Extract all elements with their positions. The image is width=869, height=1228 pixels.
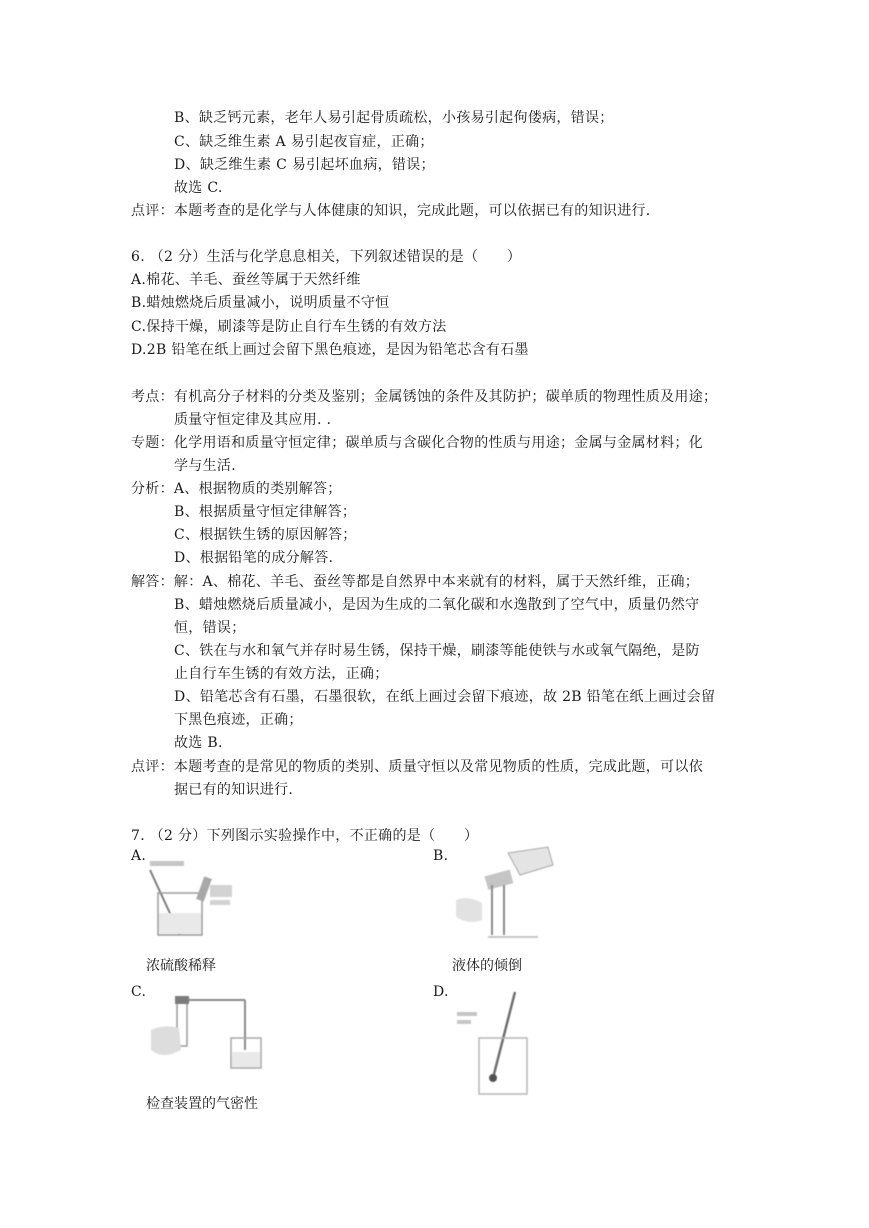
q6-fenxi-line4: D、根据铅笔的成分解答. [174, 550, 334, 566]
q6-stem: 6. （2 分）生活与化学息息相关，下列叙述错误的是（ ） [131, 249, 522, 265]
prev-solution-line-d: D、缺乏维生素 C 易引起坏血病，错误； [174, 157, 435, 173]
q6-kaodian-line1: 考点：有机高分子材料的分类及鉴别；金属锈蚀的条件及其防护；碳单质的物理性质及用途； [131, 389, 718, 405]
q7-option-b-letter: B. [433, 848, 449, 864]
prev-solution-line-c: C、缺乏维生素 A 易引起夜盲症，正确； [174, 134, 434, 150]
q6-zhuanti-line1: 专题：化学用语和质量守恒定律；碳单质与含碳化合物的性质与用途；金属与金属材料；化 [131, 435, 703, 451]
q6-option-a: A.棉花、羊毛、蚕丝等属于天然纤维 [131, 272, 361, 288]
q7-option-a-letter: A. [131, 848, 147, 864]
q6-option-d: D.2B 铅笔在纸上画过会留下黑色痕迹，是因为铅笔芯含有石墨 [131, 342, 529, 358]
prev-solution-review: 点评：本题考查的是化学与人体健康的知识，完成此题，可以依据已有的知识进行. [131, 203, 651, 219]
q6-zhuanti-line2: 学与生活. [174, 458, 236, 474]
q7-option-d-letter: D. [433, 984, 449, 1000]
q6-jieda-line6: D、铅笔芯含有石墨，石墨很软，在纸上画过会留下痕迹，故 2B 铅笔在纸上画过会留 [174, 689, 716, 705]
q6-jieda-line3: 恒，错误； [174, 620, 246, 636]
prev-solution-answer: 故选 C. [174, 180, 223, 196]
q7-option-a-caption: 浓硫酸稀释 [146, 958, 216, 974]
q6-option-b: B.蜡烛燃烧后质量减小，说明质量不守恒 [131, 295, 390, 311]
q7-figure-a-dilution [140, 855, 240, 945]
q6-option-c: C.保持干燥，刷漆等是防止自行车生锈的有效方法 [131, 319, 447, 335]
q6-jieda-line4: C、铁在与水和氧气并存时易生锈，保持干燥，刷漆等能使铁与水或氧气隔绝，是防 [174, 643, 700, 659]
q6-fenxi-line3: C、根据铁生锈的原因解答； [174, 527, 357, 543]
q6-jieda-line2: B、蜡烛燃烧后质量减小，是因为生成的二氧化碳和水逸散到了空气中，质量仍然守 [174, 597, 700, 613]
q7-figure-d-stirring [455, 990, 535, 1100]
q6-dianping-line2: 据已有的知识进行. [174, 782, 294, 798]
q6-jieda-line1: 解答：解：A、棉花、羊毛、蚕丝等都是自然界中本来就有的材料，属于天然纤维，正确； [131, 574, 700, 590]
q6-jieda-line5: 止自行车生锈的有效方法，正确； [174, 666, 389, 682]
q6-kaodian-line2: 质量守恒定律及其应用. . [174, 412, 332, 428]
q7-figure-c-airtightness [145, 990, 275, 1080]
q7-option-c-letter: C. [131, 984, 147, 1000]
q6-jieda-line7: 下黑色痕迹，正确； [174, 712, 303, 728]
q6-fenxi-line1: 分析：A、根据物质的类别解答； [131, 481, 342, 497]
prev-solution-line-b: B、缺乏钙元素，老年人易引起骨质疏松，小孩易引起佝偻病，错误； [174, 110, 614, 126]
q7-stem: 7. （2 分）下列图示实验操作中，不正确的是（ ） [131, 828, 479, 844]
q7-option-b-caption: 液体的倾倒 [452, 958, 522, 974]
q7-figure-b-pouring [448, 845, 558, 945]
q6-jieda-line8: 故选 B. [174, 735, 223, 751]
q6-fenxi-line2: B、根据质量守恒定律解答； [174, 504, 357, 520]
q6-dianping-line1: 点评：本题考查的是常见的物质的类别、质量守恒以及常见物质的性质，完成此题，可以依 [131, 759, 703, 775]
q7-option-c-caption: 检查装置的气密性 [146, 1096, 258, 1112]
